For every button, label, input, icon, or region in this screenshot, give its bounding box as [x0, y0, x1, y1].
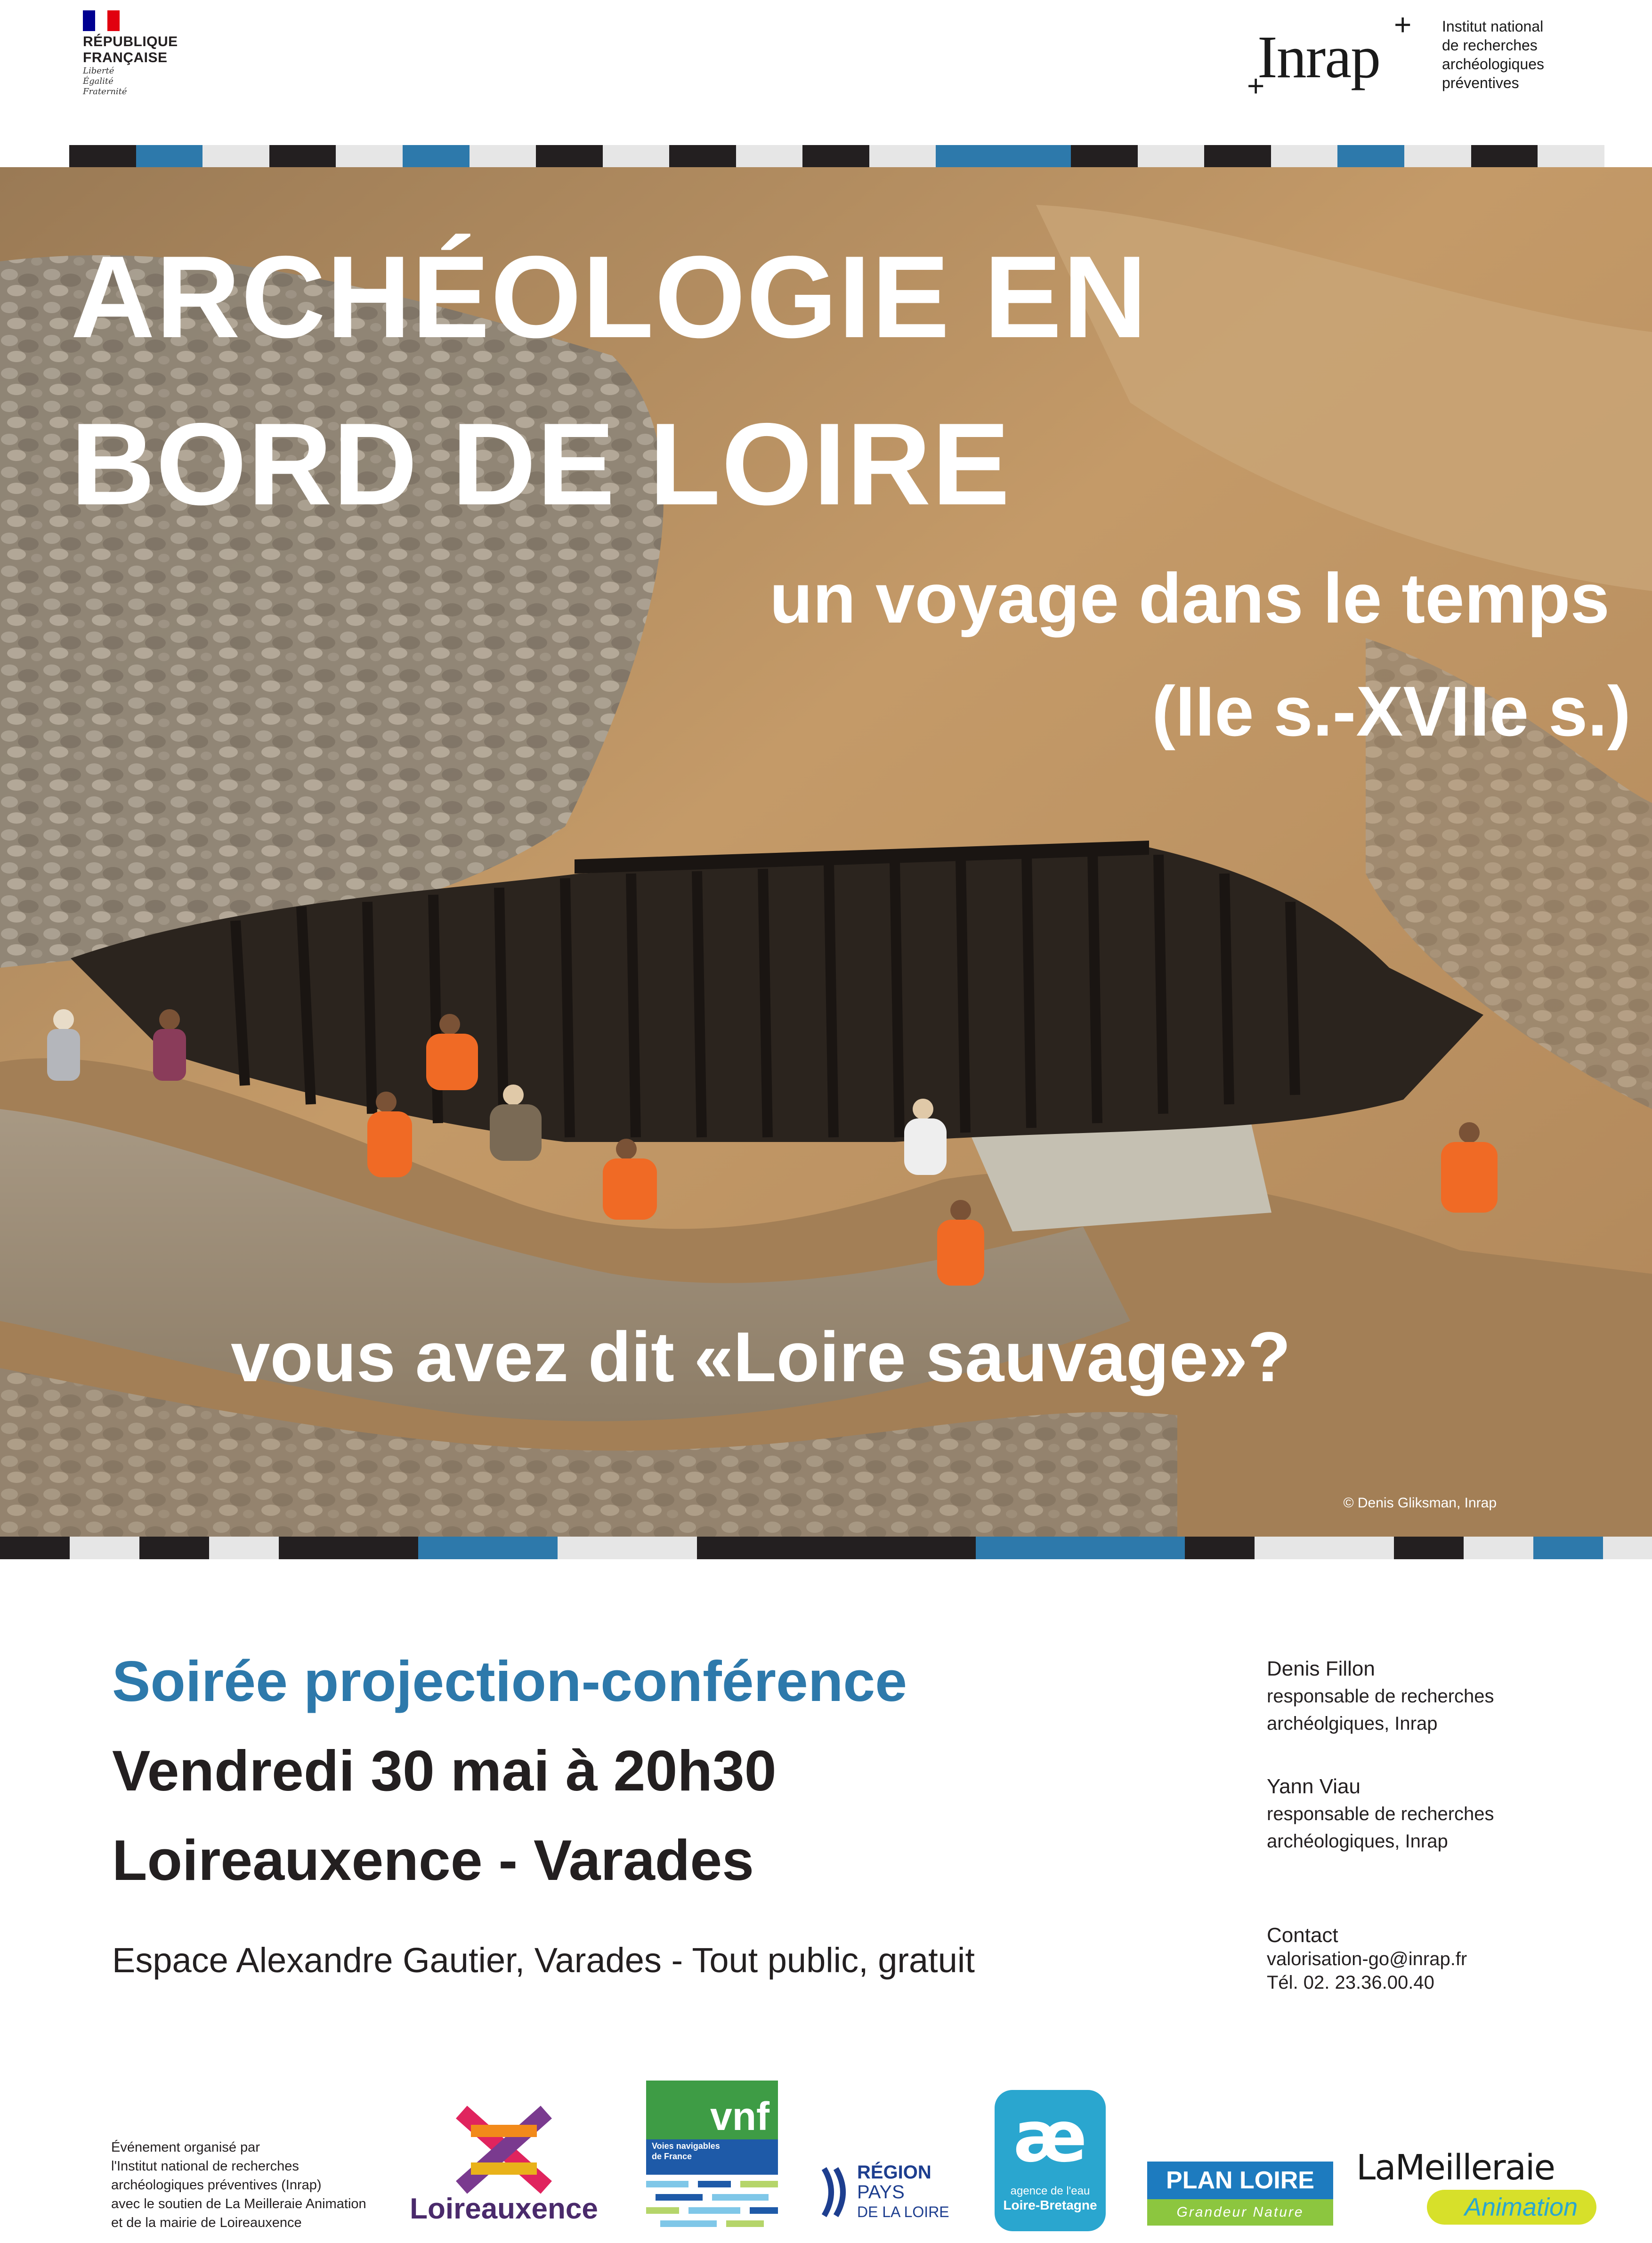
agence-eau-name-line: Loire-Bretagne	[1003, 2198, 1097, 2212]
inrap-tagline	[1442, 17, 1544, 92]
speaker-role: archéologiques, Inrap	[1267, 1831, 1448, 1852]
vnf-waves-icon	[646, 2179, 778, 2231]
event-type: Soirée projection-conférence	[112, 1649, 907, 1713]
organizer-note-line: Événement organisé par	[111, 2140, 260, 2155]
poster-subtitle-line1: un voyage dans le temps	[769, 559, 1610, 638]
agence-eau-logo	[995, 2090, 1106, 2231]
plan-loire-title: PLAN LOIRE	[1147, 2162, 1333, 2199]
contact-email[interactable]: valorisation-go@inrap.fr	[1267, 1949, 1467, 1969]
la-meilleraie-name: LaMeilleraie	[1356, 2147, 1555, 2188]
excavation-photo	[0, 167, 1652, 1537]
vnf-name-line: de France	[652, 2152, 692, 2161]
organizer-note	[111, 2138, 366, 2232]
republique-motto	[83, 66, 127, 97]
region-name-line: PAYS	[857, 2182, 905, 2203]
inrap-tagline-line: Institut national	[1442, 18, 1544, 35]
event-place: Loireauxence - Varades	[112, 1828, 754, 1892]
organizer-note-line: avec le soutien de La Meilleraie Animation	[111, 2196, 366, 2211]
plus-mark-icon: +	[1394, 8, 1412, 41]
region-name	[857, 2162, 949, 2222]
vnf-short: vnf	[710, 2094, 769, 2138]
organizer-note-line: et de la mairie de Loireauxence	[111, 2215, 302, 2230]
region-mark-icon	[819, 2166, 852, 2218]
la-meilleraie-logo	[1356, 2119, 1611, 2232]
top-decorative-stripe	[0, 145, 1652, 168]
inrap-tagline-line: archéologiques	[1442, 56, 1545, 73]
region-name-line: DE LA LOIRE	[857, 2203, 949, 2220]
republique-francaise-logo	[83, 34, 178, 66]
motto-fraternite: Fraternité	[83, 87, 127, 97]
motto-liberte: Liberté	[83, 66, 114, 76]
speaker-name: Yann Viau	[1267, 1775, 1360, 1798]
speaker-role: responsable de recherches	[1267, 1804, 1494, 1824]
agence-eau-name-line: agence de l'eau	[1010, 2185, 1090, 2197]
speaker-name: Denis Fillon	[1267, 1657, 1375, 1680]
plus-mark-icon: +	[1247, 69, 1265, 103]
event-venue: Espace Alexandre Gautier, Varades - Tout public, gratuit	[112, 1941, 975, 1980]
inrap-logo: Inrap	[1257, 24, 1380, 90]
speaker-role: responsable de recherches	[1267, 1686, 1494, 1707]
organizer-note-line: archéologiques préventives (Inrap)	[111, 2178, 322, 2193]
region-name-line: RÉGION	[857, 2162, 931, 2183]
la-meilleraie-tagline: Animation	[1465, 2193, 1578, 2221]
speaker-role: archéolgiques, Inrap	[1267, 1713, 1438, 1734]
vnf-name	[652, 2141, 720, 2162]
plan-loire-logo	[1147, 2162, 1333, 2227]
vnf-name-line: Voies	[652, 2141, 674, 2151]
region-pays-de-la-loire-logo	[819, 2162, 956, 2227]
agence-eau-name	[995, 2184, 1106, 2212]
loireauxence-mark-icon	[400, 2103, 607, 2197]
agence-eau-mark-icon: æ	[1013, 2096, 1087, 2178]
poster-subtitle-line2: (IIe s.-XVIIe s.)	[1151, 672, 1631, 751]
loireauxence-logo	[400, 2103, 607, 2225]
poster-question: vous avez dit «Loire sauvage»?	[231, 1317, 1291, 1396]
photo-credit: © Denis Gliksman, Inrap	[1343, 1495, 1497, 1511]
poster-title-line1: ARCHÉOLOGIE EN	[71, 231, 1148, 362]
republique-flag-icon	[83, 10, 120, 31]
bottom-decorative-stripe	[0, 1537, 1652, 1559]
motto-egalite: Égalité	[83, 76, 113, 86]
speaker-2	[1267, 1773, 1494, 1855]
contact-label: Contact	[1267, 1924, 1338, 1947]
organizer-note-line: l'Institut national de recherches	[111, 2159, 299, 2174]
vnf-logo	[646, 2081, 778, 2236]
contact-block	[1267, 1924, 1467, 1994]
poster-title-line2: BORD DE LOIRE	[71, 398, 1011, 529]
contact-phone: Tél. 02. 23.36.00.40	[1267, 1972, 1434, 1993]
speaker-1	[1267, 1655, 1494, 1737]
event-date: Vendredi 30 mai à 20h30	[112, 1739, 777, 1803]
inrap-tagline-line: préventives	[1442, 74, 1519, 91]
republique-name-line1: RÉPUBLIQUE	[83, 34, 178, 49]
vnf-name-line: navigables	[676, 2141, 720, 2151]
loireauxence-label: Loireauxence	[410, 2193, 598, 2225]
republique-name-line2: FRANÇAISE	[83, 50, 168, 65]
plan-loire-subtitle: Grandeur Nature	[1147, 2199, 1333, 2226]
inrap-tagline-line: de recherches	[1442, 37, 1538, 54]
